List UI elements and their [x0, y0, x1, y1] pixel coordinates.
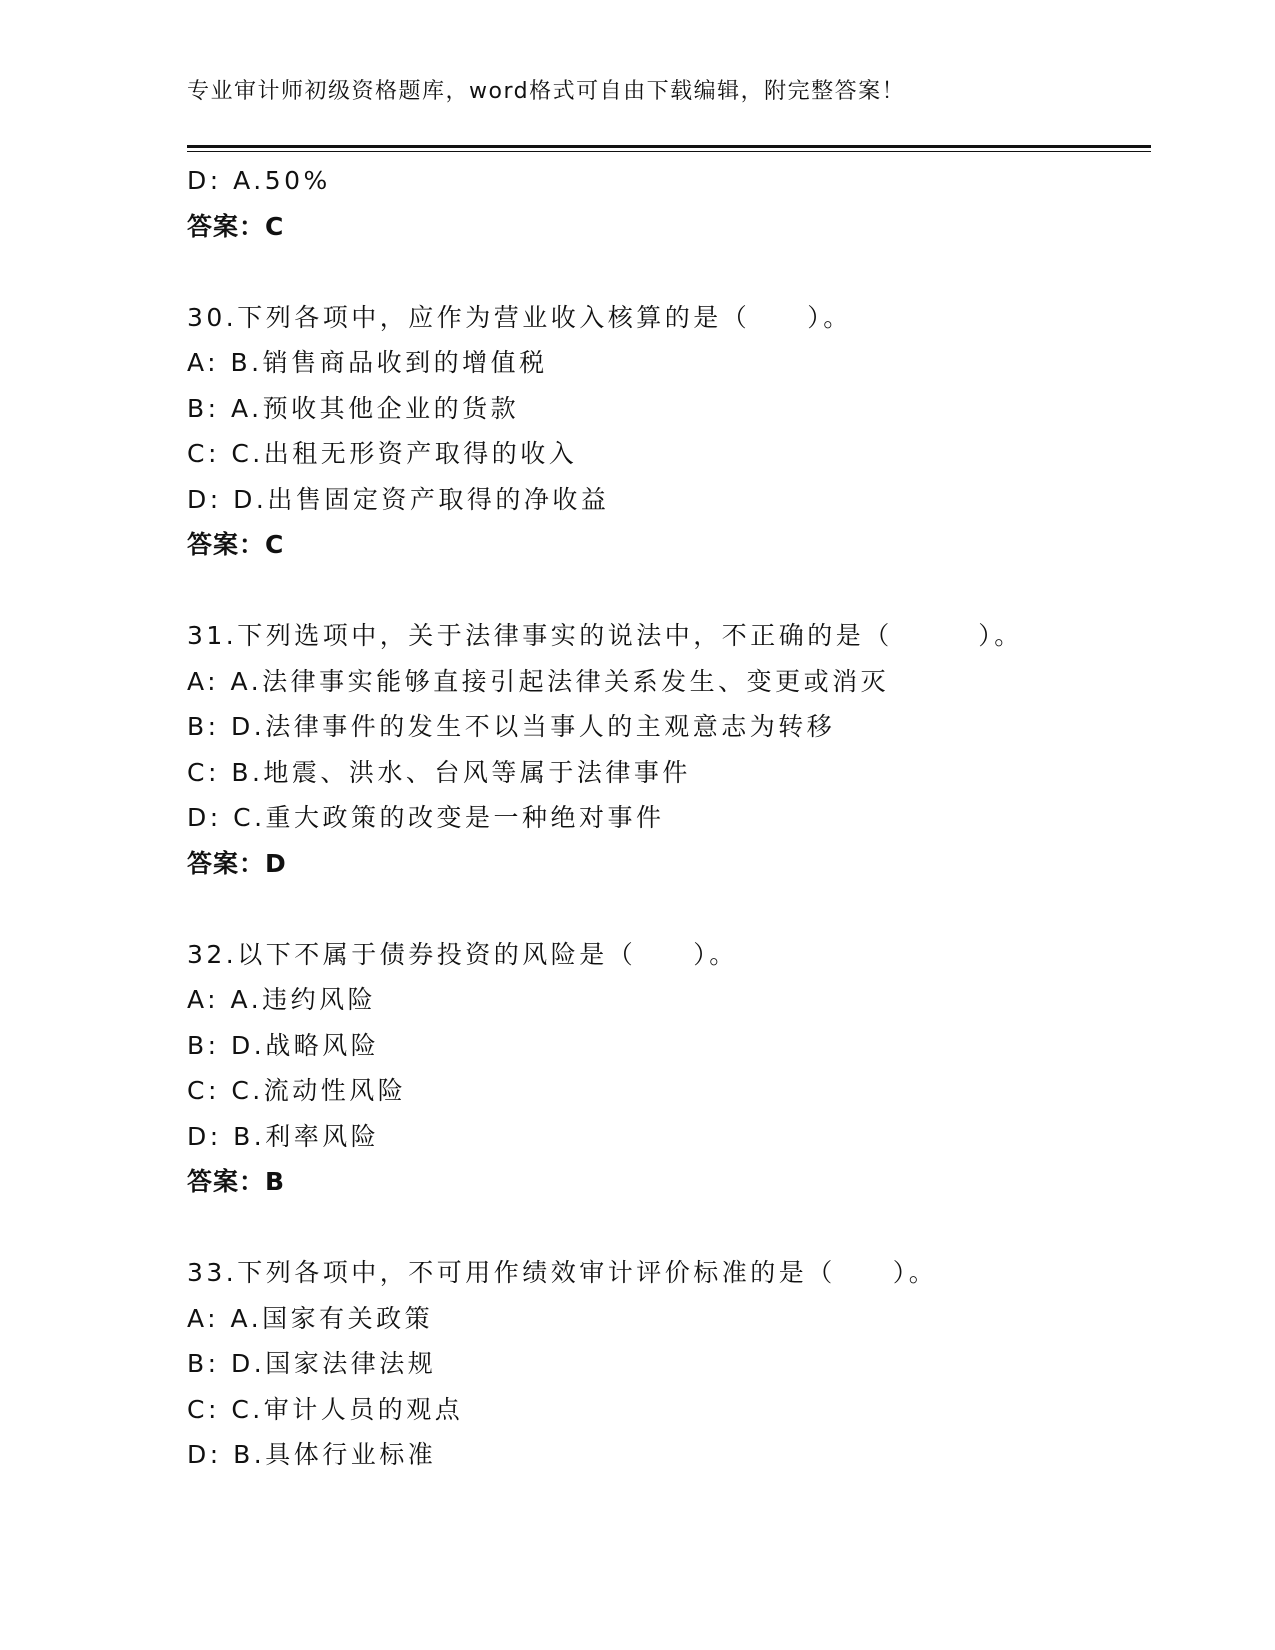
option-a: A: A.法律事实能够直接引起法律关系发生、变更或消灭 — [187, 666, 890, 696]
option-d: D: C.重大政策的改变是一种绝对事件 — [187, 803, 665, 832]
question-stem: 30.下列各项中，应作为营业收入核算的是（ ）。 — [187, 302, 852, 332]
option-c: C: C.审计人员的观点 — [187, 1394, 464, 1424]
option-c: C: C.流动性风险 — [187, 1076, 407, 1105]
option-a: A: A.违约风险 — [187, 985, 377, 1014]
spacer — [187, 568, 1151, 614]
question-stem: 32.以下不属于债券投资的风险是（ ）。 — [187, 939, 738, 969]
answer: 答案：B — [187, 1167, 286, 1196]
answer: 答案：C — [187, 530, 285, 559]
option-b: B: A.预收其他企业的货款 — [187, 393, 520, 423]
option-b: B: D.战略风险 — [187, 1030, 380, 1060]
spacer — [187, 886, 1151, 932]
question-stem: 31.下列选项中，关于法律事实的说法中，不正确的是（ ）。 — [187, 621, 1023, 650]
option-d: D: D.出售固定资产取得的净收益 — [187, 484, 610, 514]
question-list — [187, 158, 1151, 1478]
option-c: C: B.地震、洪水、台风等属于法律事件 — [187, 757, 691, 787]
question-stem: 33.下列各项中，不可用作绩效审计评价标准的是（ ）。 — [187, 1258, 938, 1287]
option-a: A: B.销售商品收到的增值税 — [187, 348, 548, 377]
header-rule-thick — [187, 145, 1151, 148]
prev-answer: 答案：C — [187, 211, 285, 241]
question-33 — [187, 1250, 1151, 1478]
prev-option-d: D: A.50% — [187, 166, 331, 195]
option-d: D: B.具体行业标准 — [187, 1440, 437, 1469]
header-rule-thin — [187, 151, 1151, 152]
answer: 答案：D — [187, 848, 287, 878]
option-b: B: D.国家法律法规 — [187, 1349, 437, 1378]
option-b: B: D.法律事件的发生不以当事人的主观意志为转移 — [187, 712, 836, 741]
spacer — [187, 249, 1151, 295]
spacer — [187, 1205, 1151, 1251]
question-32 — [187, 932, 1151, 1205]
question-30 — [187, 295, 1151, 568]
option-a: A: A.国家有关政策 — [187, 1303, 434, 1333]
question-31 — [187, 613, 1151, 886]
page-header: 专业审计师初级资格题库，word格式可自由下载编辑，附完整答案！ — [187, 79, 906, 104]
option-c: C: C.出租无形资产取得的收入 — [187, 439, 578, 468]
option-d: D: B.利率风险 — [187, 1121, 380, 1151]
